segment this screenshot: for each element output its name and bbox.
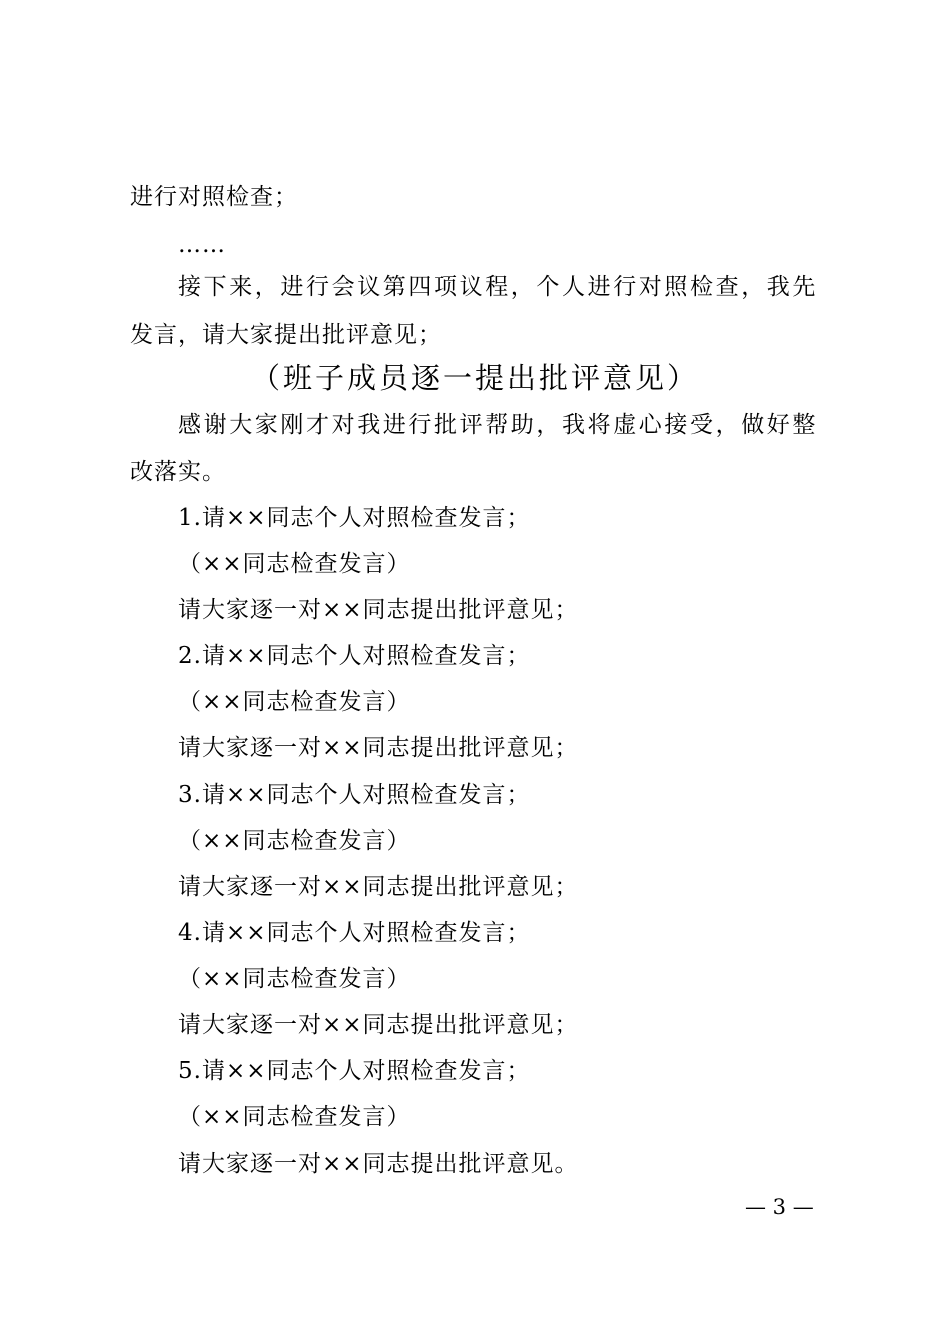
- list-item: 3.请××同志个人对照检查发言；: [178, 782, 531, 808]
- list-item: 5.请××同志个人对照检查发言；: [178, 1058, 531, 1084]
- text-line: 接下来，进行会议第四项议程，个人进行对照检查，我先: [178, 274, 818, 300]
- text-line: 请大家逐一对××同志提出批评意见；: [178, 874, 579, 900]
- ellipsis-line: ……: [178, 232, 226, 258]
- text-line: 请大家逐一对××同志提出批评意见；: [178, 735, 579, 761]
- text-line: 请大家逐一对××同志提出批评意见；: [178, 1012, 579, 1038]
- section-heading: （班子成员逐一提出批评意见）: [250, 361, 699, 395]
- note-line: （××同志检查发言）: [178, 689, 411, 715]
- list-item: 4.请××同志个人对照检查发言；: [178, 920, 531, 946]
- text-line: 改落实。: [130, 459, 226, 485]
- text-line: 发言，请大家提出批评意见；: [130, 322, 442, 348]
- page-number: — 3 —: [745, 1195, 814, 1219]
- note-line: （××同志检查发言）: [178, 966, 411, 992]
- text-line: 进行对照检查；: [130, 184, 298, 210]
- text-line: 请大家逐一对××同志提出批评意见；: [178, 597, 579, 623]
- text-line: 请大家逐一对××同志提出批评意见。: [178, 1151, 579, 1177]
- list-item: 2.请××同志个人对照检查发言；: [178, 643, 531, 669]
- list-item: 1.请××同志个人对照检查发言；: [178, 505, 531, 531]
- text-line: 感谢大家刚才对我进行批评帮助，我将虚心接受，做好整: [178, 412, 818, 438]
- note-line: （××同志检查发言）: [178, 551, 411, 577]
- note-line: （××同志检查发言）: [178, 828, 411, 854]
- note-line: （××同志检查发言）: [178, 1104, 411, 1130]
